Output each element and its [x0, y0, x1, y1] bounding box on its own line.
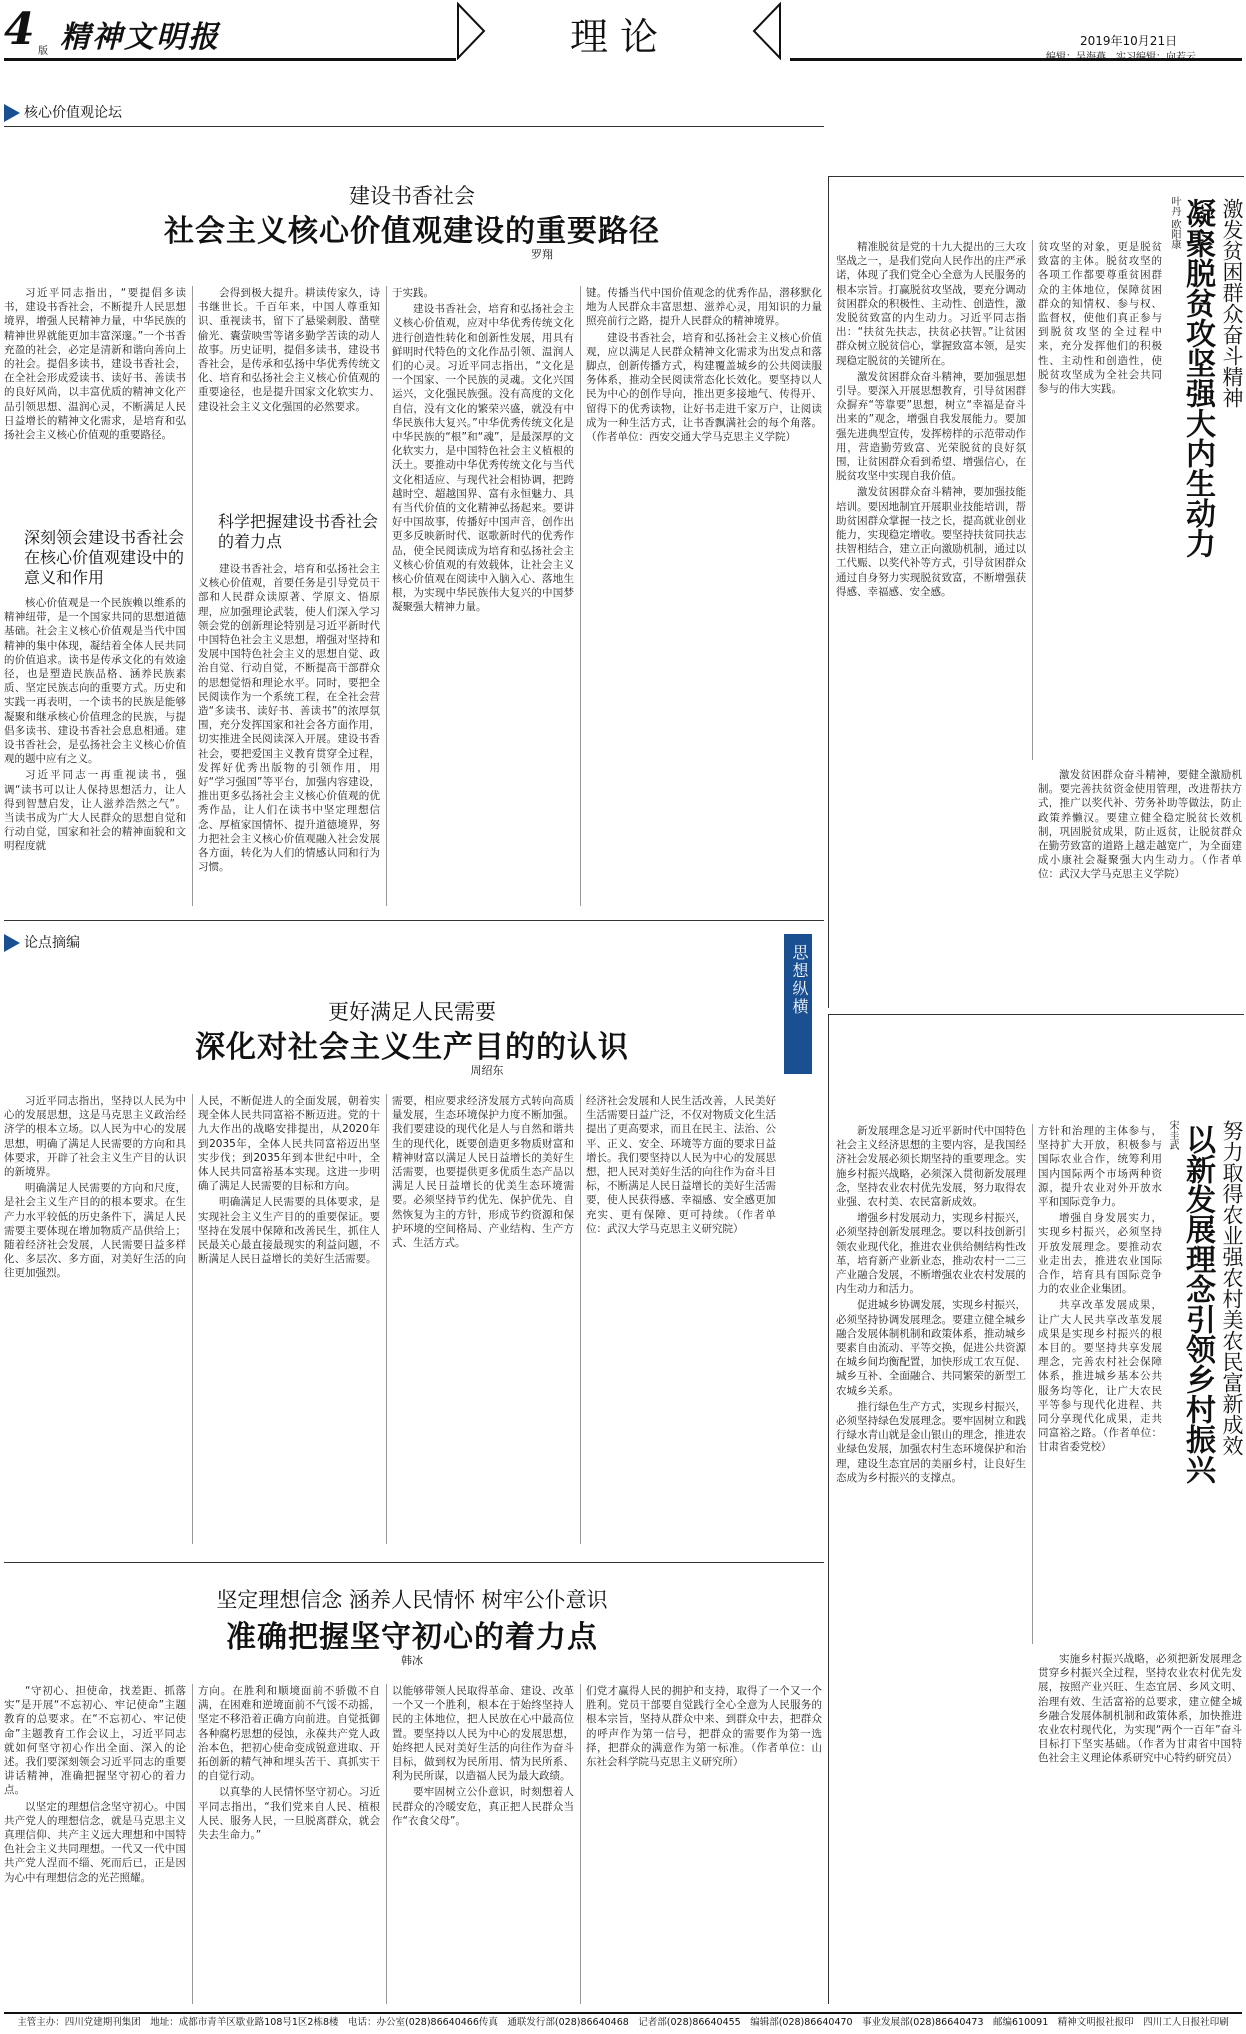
article-title: 社会主义核心价值观建设的重要路径 [164, 214, 660, 249]
article-column: “守初心、担使命，找差距、抓落实”是开展“不忘初心、牢记使命”主题教育的总要求。在“不忘初心、牢记使命”主题教育工作会议上，习近平同志就如何坚守初心作出全面、深入的论述。我们要深刻领会习近平同志的重要讲话精神，准确把握坚守初心的着力点。 以坚定的理想信念坚守初心。中国共产党人的理想信念，就是马克思主义真理信仰、共产主义远大理想和中国特色社会主义共同理想。一代又一代中国共产党人涅而不缁、死而后已，正是因为心中有理想信念的光芒照耀。 [4, 1685, 186, 1884]
article-column: 习近平同志指出，坚持以人民为中心的发展思想，这是马克思主义政治经济学的根本立场。以人民为中心的发展思想，明确了满足人民需要的方向和具体要求，开辟了社会主义生产目的认识的新境界。 明确满足人民需要的方向和尺度，是社会主义生产目的的根本要求。在生产力水平较低的历史条件下，满足人民需要主要体现在增加物质产品供给上；随着经济社会发展，人民需要日益多样化、多层次、多方面，对美好生活的向往更加强烈。 [4, 1095, 186, 1280]
article-kicker: 激发贫困群众奋斗精神 [1220, 198, 1244, 408]
column-rule [580, 1684, 581, 2004]
masthead [0, 0, 1246, 66]
column-rule [580, 1094, 581, 1544]
article-kicker: 更好满足人民需要 [328, 1000, 496, 1024]
article-column: 需要，相应要求经济发展方式转向高质量发展，生态环境保护力度不断加强。我们要建设的现代化是人与自然和谐共生的现代化，既要创造更多物质财富和精神财富以满足人民日益增长的美好生活需要，也要提供更多优质生态产品以满足人民日益增长的优美生态环境需要。必须坚持节约优先、保护优先、自然恢复为主的方针，形成节约资源和保护环境的空间格局、产业结构、生产方式、生活方式。 [392, 1095, 574, 1250]
article-column: 精准脱贫是党的十九大提出的三大攻坚战之一，是我们党向人民作出的庄严承诺，体现了我们党全心全意为人民服务的根本宗旨。打赢脱贫攻坚战，要充分调动贫困群众的积极性、主动性、创造性，激发脱贫致富的内生动力。习近平同志指出：“扶贫先扶志，扶贫必扶智。”让贫困群众树立脱贫信心，掌握致富本领，是实现稳定脱贫的关键所在。 激发贫困群众奋斗精神，要加强思想引导。要深入开展思想教育，引导贫困群众摒弃“等靠要”思想，树立“幸福是奋斗出来的”观念，增强自我发展能力。要加强先进典型宣传，发挥榜样的示范带动作用，营造勤劳致富、光荣脱贫的良好氛围，让贫困群众看到希望、增强信心，在脱贫攻坚中实现自我价值。 激发贫困群众奋斗精神，要加强技能培训。要因地制宜开展职业技能培训，帮助贫困群众掌握一技之长，提高就业创业能力，实现稳定增收。要坚持扶贫同扶志扶智相结合，建立正向激励机制，通过以工代赈、以奖代补等方式，引导贫困群众通过自身努力实现脱贫致富，不断增强获得感、幸福感、安全感。 [836, 241, 1026, 598]
column-rule [1032, 1124, 1033, 1644]
article-column: 会得到极大提升。耕读传家久，诗书继世长。千百年来，中国人尊重知识、重视读书，留下了悬梁刺股、凿壁偷光、囊萤映雪等诸多勤学苦读的动人故事。历史证明，提倡多读书，建设书香社会，是传承和弘扬中华优秀传统文化、培育和弘扬社会主义核心价值观的重要途径，也是提升国家文化软实力、建设社会主义文化强国的必然要求。 [198, 287, 380, 413]
page-number: 4 [4, 4, 35, 55]
article-author: 罗翔 [531, 248, 553, 261]
column-rule [386, 286, 387, 906]
article-column: 人民，不断促进人的全面发展，朝着实现全体人民共同富裕不断迈进。党的十九大作出的战略安排提出，从2020年到2035年，全体人民共同富裕迈出坚实步伐；到2035年到本世纪中叶，全体人民共同富裕基本实现。这进一步明确了满足人民需要的目标和方向。 明确满足人民需要的具体要求，是实现社会主义生产目的的重要保证。要坚持在发展中保障和改善民生，抓住人民最关心最直接最现实的利益问题，不断满足人民日益增长的美好生活需要。 [198, 1095, 380, 1266]
article-author: 宋圭武 [1167, 1120, 1178, 1150]
article-kicker: 坚定理想信念 涵养人民情怀 树牢公仆意识 [216, 1588, 608, 1612]
column-rule [192, 286, 193, 906]
column-rule [580, 286, 581, 906]
left-arrow-decoration [456, 2, 486, 60]
subheading: 科学把握建设书香社会的着力点 [218, 512, 379, 551]
column-rule [828, 176, 829, 1008]
subheading: 深刻领会建设书香社会在核心价值观建设中的意义和作用 [24, 528, 185, 587]
divider [4, 126, 824, 127]
article-title: 凝聚脱贫攻坚强大内生动力 [1180, 198, 1215, 558]
column-rule [192, 1684, 193, 2004]
article-column: 方向。在胜利和顺境面前不骄傲不自满，在困难和逆境面前不气馁不动摇，坚定不移沿着正确方向前进。自觉抵御各种腐朽思想的侵蚀，永葆共产党人政治本色，把初心使命变成锐意进取、开拓创新的精气神和埋头苦干、真抓实干的自觉行动。 以真挚的人民情怀坚守初心。习近平同志指出，“我们党来自人民、植根人民、服务人民，一旦脱离群众，就会失去生命力。” [198, 1685, 380, 1842]
article-author: 叶丹 欧阳康 [1169, 196, 1180, 250]
section-label-core-values [4, 104, 164, 122]
section-label-text: 核心价值观论坛 [24, 105, 122, 121]
divider [4, 1562, 824, 1563]
article-author: 韩冰 [401, 1654, 423, 1667]
footer-imprint: 主管主办：四川党建期刊集团 地址：成都市青羊区歇业路108号1区2栋8楼 电话：办公室(028)86640466传真 通联发行部(028)86640468 记者部(028)86640455 编辑部(028)86640470 事业发展部(028)86640473 邮编610091 精神文明报社报印 四川工人日报社印刷 [17, 2017, 1229, 2028]
article-title: 以新发展理念引领乡村振兴 [1180, 1124, 1215, 1484]
article-author: 周绍东 [470, 1064, 504, 1077]
right-arrow-decoration [752, 2, 782, 60]
article-column: 经济社会发展和人民生活改善，人民美好生活需要日益广泛，不仅对物质文化生活提出了更高要求，而且在民主、法治、公平、正义、安全、环境等方面的要求日益增长。我们要坚持以人民为中心的发展思想，把人民对美好生活的向往作为奋斗目标，不断满足人民日益增长的美好生活需要，使人民获得感、幸福感、安全感更加充实、更有保障、更可持续。（作者单位：武汉大学马克思主义研究院） [586, 1095, 776, 1235]
article-column: 方针和治理的主体参与，坚持扩大开放，积极参与国际农业合作，统筹利用国内国际两个市场两种资源，提升农业对外开放水平和国际竞争力。 增强自身发展实力，实现乡村振兴，必须坚持开放发展理念。要推动农业走出去，推进农业国际合作，培育具有国际竞争力的农业企业集团。 共享改革发展成果，让广大人民共享改革发展成果是实现乡村振兴的根本目的。要坚持共享发展理念，完善农村社会保障体系，推进城乡基本公共服务均等化，让广大农民平等参与现代化进程、共同分享现代化成果，走共同富裕之路。（作者单位：甘肃省委党校） [1038, 1125, 1162, 1454]
article-column: 激发贫困群众奋斗精神，要健全激励机制。要完善扶贫资金使用管理，改进帮扶方式，推广以奖代补、劳务补助等做法，防止政策养懒汉。要建立健全稳定脱贫长效机制，巩固脱贫成果，防止返贫，让脱贫群众在勤劳致富的道路上越走越宽广，为全面建成小康社会凝聚强大内生动力。（作者单位：武汉大学马克思主义学院） [1038, 769, 1242, 881]
article-column: 以能够带领人民取得革命、建设、改革一个又一个胜利，根本在于始终坚持人民的主体地位，把人民放在心中最高位置。要坚持以人民为中心的发展思想，始终把人民对美好生活的向往作为奋斗目标，做到权为民所用、情为民所系、利为民所谋，以造福人民为最大政绩。 要牢固树立公仆意识，时刻想着人民群众的冷暖安危，真正把人民群众当作“衣食父母”。 [392, 1685, 574, 1827]
chevron-icon [4, 104, 20, 122]
masthead-rule-left [4, 58, 456, 61]
article-column: 核心价值观是一个民族赖以维系的精神纽带，是一个国家共同的思想道德基础。社会主义核心价值观是当代中国精神的集中体现，凝结着全体人民共同的价值追求。读书是传承文化的有效途径，也是塑造民族品格、涵养民族素质、坚定民族志向的重要方式。历史和实践一再表明，一个读书的民族是能够凝聚和继承核心价值理念的民族，与提倡多读书、建设书香社会息息相通。建设书香社会，是弘扬社会主义核心价值观的题中应有之义。 习近平同志一再重视读书，强调“读书可以让人保持思想活力，让人得到智慧启发，让人滋养浩然之气”。当读书成为广大人民群众的思想自觉和行动自觉，国家和社会的精神面貌和文明程度就 [4, 597, 186, 853]
page-suffix: 版 [38, 46, 48, 57]
sidebar-label-text: 思想纵横 [790, 944, 809, 1016]
column-rule [386, 1684, 387, 2004]
issue-date: 2019年10月21日 [1080, 34, 1178, 48]
footer-rule [4, 2012, 1242, 2014]
article-column: 习近平同志指出，“要提倡多读书，建设书香社会，不断提升人民思想境界，增强人民精神力量，中华民族的精神世界就能更加丰富深邃。”一个书香充盈的社会，必定是清新和谐向善向上的社会。提倡多读书，建设书香社会，在全社会形成爱读书、读好书、善读书的良好风尚，以丰富优质的精神文化产品引领思想、温润心灵，不断满足人民日益增长的精神文化需求，是培育和弘扬社会主义核心价值观的重要路径。 [4, 287, 186, 442]
column-rule [1032, 240, 1033, 760]
article-title: 准确把握坚守初心的着力点 [226, 1620, 598, 1655]
article-title: 深化对社会主义生产目的的认识 [195, 1030, 629, 1065]
article-column: 实施乡村振兴战略，必须把新发展理念贯穿乡村振兴全过程，坚持农业农村优先发展，按照产业兴旺、生态宜居、乡风文明、治理有效、生活富裕的总要求，建立健全城乡融合发展体制机制和政策体系，加快推进农业农村现代化，为实现“两个一百年”奋斗目标打下坚实基础。（作者为甘肃省中国特色社会主义理论体系研究中心特约研究员） [1038, 1653, 1242, 1765]
column-rule [828, 1014, 829, 2004]
section-label-digest [4, 934, 164, 952]
section-label-text: 论点摘编 [24, 935, 80, 951]
section-title: 理论 [569, 15, 670, 59]
divider [4, 920, 824, 921]
chevron-icon [4, 934, 20, 952]
divider [828, 176, 1244, 177]
article-column: 新发展理念是习近平新时代中国特色社会主义经济思想的主要内容，是我国经济社会发展必须长期坚持的重要理念。实施乡村振兴战略，必须深入贯彻新发展理念，坚持农业农村优先发展，努力取得农业强、农村美、农民富新成效。 增强乡村发展动力，实现乡村振兴，必须坚持创新发展理念。要以科技创新引领农业现代化，推进农业供给侧结构性改革，培育新产业新业态，推动农村一二三产业融合发展，不断增强农业农村发展的内生动力和活力。 促进城乡协调发展，实现乡村振兴，必须坚持协调发展理念。要建立健全城乡融合发展体制机制和政策体系，推动城乡要素自由流动、平等交换，促进公共资源在城乡间均衡配置，加快形成工农互促、城乡互补、全面融合、共同繁荣的新型工农城乡关系。 推行绿色生产方式，实现乡村振兴，必须坚持绿色发展理念。要牢固树立和践行绿水青山就是金山银山的理念，推进农业绿色发展，加强农村生态环境保护和治理，建设生态宜居的美丽乡村，让良好生态成为乡村振兴的支撑点。 [836, 1125, 1026, 1484]
article-column: 于实践。 建设书香社会，培育和弘扬社会主义核心价值观，应对中华优秀传统文化进行创造性转化和创新性发展，用具有鲜明时代特色的文化作品引领、温润人们的心灵。习近平同志指出，“文化是一个国家、一个民族的灵魂。文化兴国运兴，文化强民族强。没有高度的文化自信，没有文化的繁荣兴盛，就没有中华民族伟大复兴。”中华优秀传统文化是中华民族的“根”和“魂”，是最深厚的文化软实力，是中国特色社会主义植根的沃土。要推动中华优秀传统文化与当代文化相适应、与现代社会相协调，把跨越时空、超越国界、富有永恒魅力、具有当代价值的文化精神弘扬起来。要讲好中国故事，传播好中国声音，创作出更多反映新时代、讴歌新时代的优秀作品，使全民阅读成为培育和弘扬社会主义核心价值观的有效载体，让社会主义核心价值观在阅读中入脑入心、落地生根，为实现中华民族伟大复兴的中国梦凝聚强大精神力量。 [392, 287, 574, 614]
column-rule [386, 1094, 387, 1544]
article-column: 们党才赢得人民的拥护和支持，取得了一个又一个胜利。党员干部要自觉践行全心全意为人民服务的根本宗旨，坚持从群众中来、到群众中去，把群众的呼声作为第一信号，把群众的需要作为第一选择，把群众的满意作为第一标准。（作者单位：山东社会科学院马克思主义研究所） [586, 1685, 822, 1769]
editors-credit: 编辑：吴海燕 实习编辑：向若云 [1046, 52, 1196, 63]
paper-name: 精神文明报 [60, 20, 220, 55]
article-column: 贫攻坚的对象，更是脱贫致富的主体。脱贫攻坚的各项工作都要尊重贫困群众的主体地位，保障贫困群众的知情权、参与权、监督权，使他们真正参与到脱贫攻坚的全过程中来，充分发挥他们的积极性、主动性和创造性，使脱贫攻坚成为全社会共同参与的伟大实践。 [1038, 241, 1162, 396]
divider [828, 1014, 1244, 1015]
column-rule [192, 1094, 193, 1544]
article-kicker: 建设书香社会 [349, 184, 475, 208]
article-column: 建设书香社会，培育和弘扬社会主义核心价值观，首要任务是引导党员干部和人民群众读原著、学原文、悟原理，应加强理论武装，使人们深入学习领会党的创新理论特别是习近平新时代中国特色社会主义思想，増强对坚持和发展中国特色社会主义的思想自觉、政治自觉、行动自觉，不断提高干部群众的思想觉悟和理论水平。同时，要把全民阅读作为一个系统工程，在全社会营造“多读书、读好书、善读书”的浓厚氛围，充分发挥国家和社会各方面作用，切实推进全民阅读深入开展。建设书香社会，要把爱国主义教育贯穿全过程，发挥好优秀出版物的引领作用，用好“学习强国”等平台，加强内容建设，推出更多弘扬社会主义核心价值观的优秀作品，让人们在读书中坚定理想信念、厚植家国情怀、提升道德境界，努力把社会主义核心价值观融入社会发展各方面，转化为人们的情感认同和行为习惯。 [198, 563, 380, 874]
article-column: 键。传播当代中国价值观念的优秀作品，潜移默化地为人民群众丰富思想、滋养心灵，用知识的力量照亮前行之路，提升人民群众的精神境界。 建设书香社会，培育和弘扬社会主义核心价值观，应以满足人民群众精神文化需求为出发点和落脚点，创新传播方式，构建覆盖城乡的公共阅读服务体系，推动全民阅读常态化长效化。要坚持以人民为中心的创作导向，推出更多接地气、传得开、留得下的优秀读物，让好书走进千家万户，让阅读成为一种生活方式，让书香飘满社会的每个角落。（作者单位：西安交通大学马克思主义学院） [586, 287, 822, 444]
article-kicker: 努力取得农业强农村美农民富新成效 [1220, 1120, 1244, 1456]
